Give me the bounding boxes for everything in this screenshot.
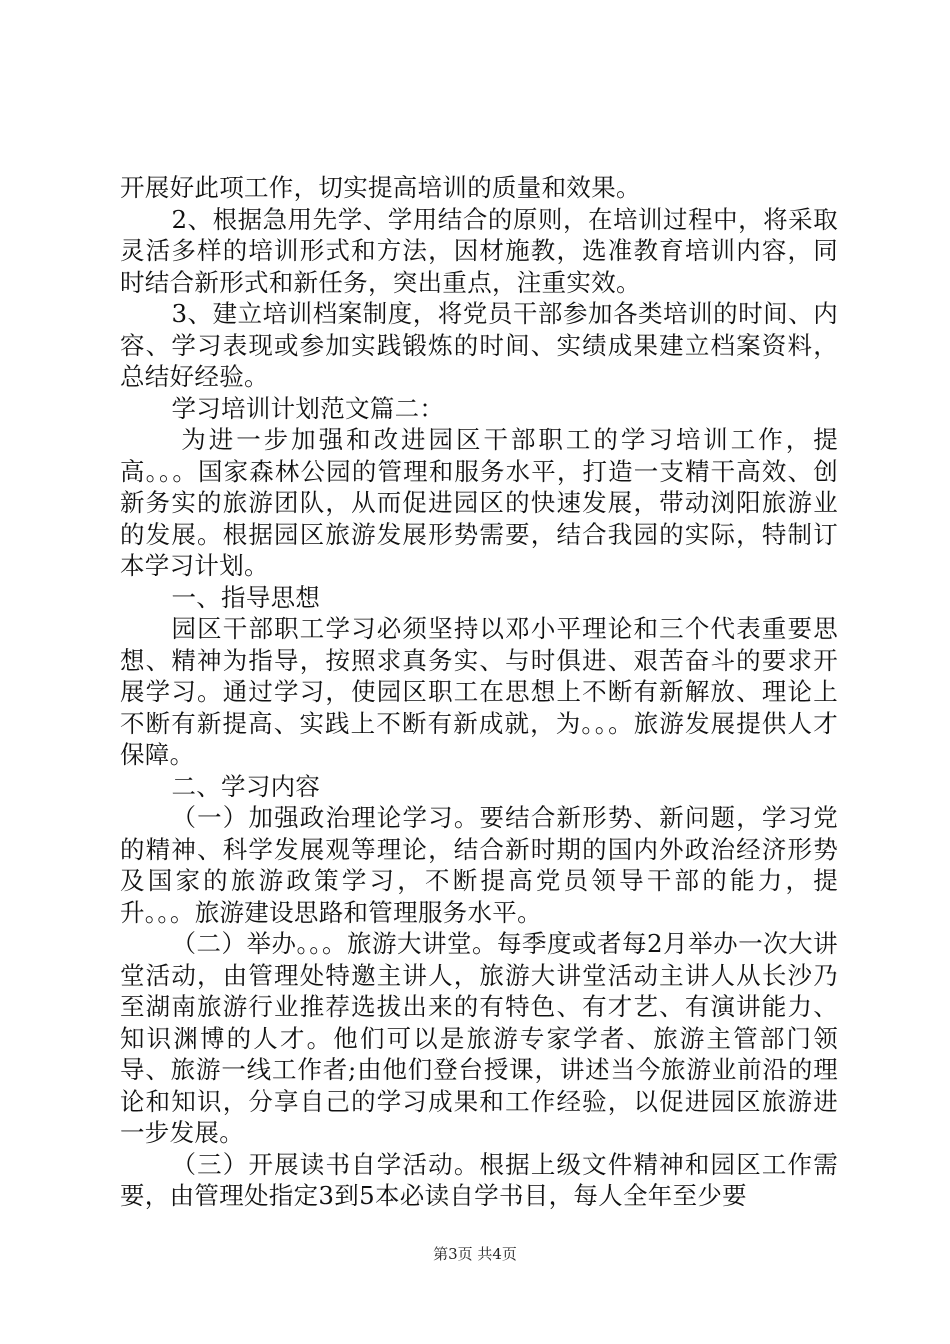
heading-guiding-ideology: 一、指导思想 bbox=[171, 582, 321, 612]
page-number-footer: 第3页 共4页 bbox=[433, 1245, 517, 1263]
paragraph-content-3: （三）开展读书自学活动。根据上级文件精神和园区工作需要，由管理处指定3到5本必读自学书目，每人全年至少要 bbox=[120, 1149, 838, 1210]
document-body bbox=[120, 172, 838, 1212]
paragraph-continuation: 开展好此项工作，切实提高培训的质量和效果。 bbox=[120, 173, 641, 202]
paragraph-content-1: （一）加强政治理论学习。要结合新形势、新问题，学习党的精神、科学发展观等理论，结合新时期的国内外政治经济形势及国家的旅游政策学习，不断提高党员领导干部的能力，提升。。。旅游建设思路和管理服务水平。 bbox=[120, 803, 838, 927]
paragraph-intro: 为进一步加强和改进园区干部职工的学习培训工作，提高。。。国家森林公园的管理和服务水平，打造一支精干高效、创新务实的旅游团队，从而促进园区的快速发展，带动浏阳旅游业的发展。根据园区旅游发展形势需要，结合我园的实际，特制订本学习计划。 bbox=[120, 425, 838, 580]
paragraph-content-2: （二）举办。。。旅游大讲堂。每季度或者每2月举办一次大讲堂活动，由管理处特邀主讲人，旅游大讲堂活动主讲人从长沙乃至湖南旅游行业推荐选拔出来的有特色、有才艺、有演讲能力、知识渊博的人才。他们可以是旅游专家学者、旅游主管部门领导、旅游一线工作者;由他们登台授课，讲述当今旅游业前沿的理论和知识，分享自己的学习成果和工作经验，以促进园区旅游进一步发展。 bbox=[120, 929, 838, 1147]
heading-learning-content: 二、学习内容 bbox=[171, 771, 321, 801]
paragraph-item-3: 3、建立培训档案制度，将党员干部参加各类培训的时间、内容、学习表现或参加实践锻炼的时间、实绩成果建立档案资料，总结好经验。 bbox=[120, 299, 838, 391]
paragraph-guiding-ideology: 园区干部职工学习必须坚持以邓小平理论和三个代表重要思想、精神为指导，按照求真务实、与时俱进、艰苦奋斗的要求开展学习。通过学习，使园区职工在思想上不断有新解放、理论上不断有新提高、实践上不断有新成就，为。。。旅游发展提供人才保障。 bbox=[120, 614, 838, 769]
paragraph-item-2: 2、根据急用先学、学用结合的原则，在培训过程中，将采取灵活多样的培训形式和方法，因材施教，选准教育培训内容，同时结合新形式和新任务，突出重点，注重实效。 bbox=[120, 204, 838, 297]
section-heading-sample-two: 学习培训计划范文篇二： bbox=[171, 393, 445, 423]
